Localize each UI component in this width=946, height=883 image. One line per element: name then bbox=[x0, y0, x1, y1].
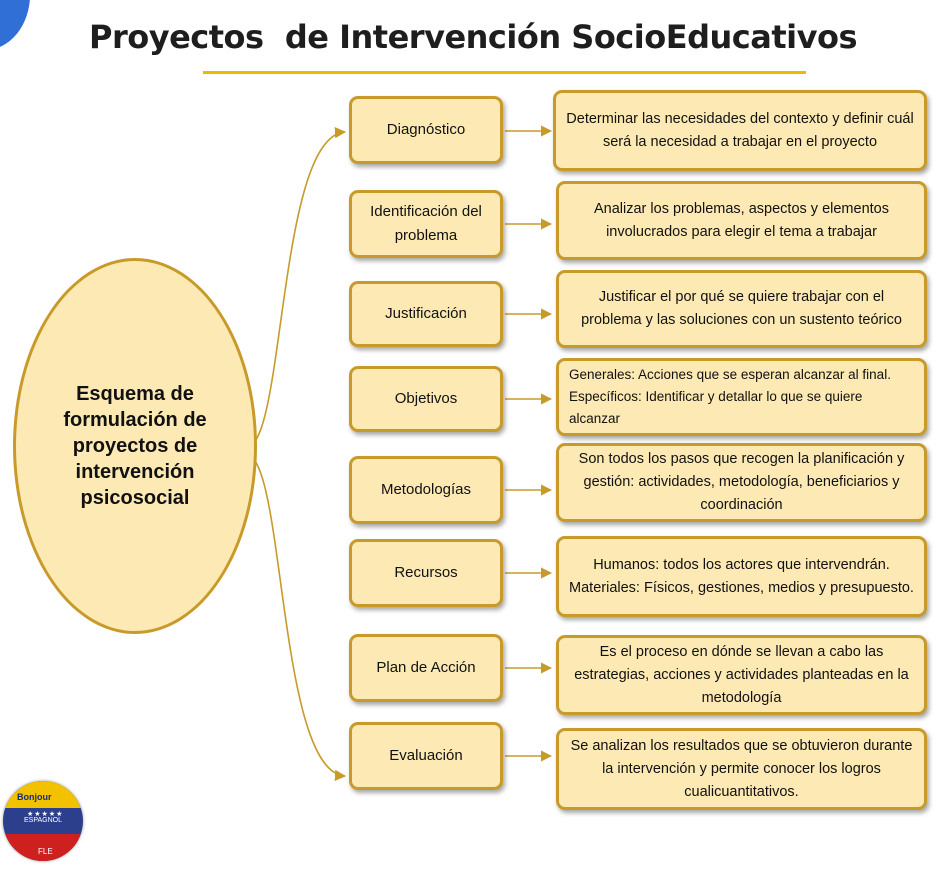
step-box-justificacion bbox=[349, 281, 503, 347]
description-box-metodologias bbox=[556, 443, 927, 522]
description-text: Son todos los pasos que recogen la planificación y gestión: actividades, metodología, beneficiarios y coordinación bbox=[578, 451, 905, 513]
description-box-diagnostico bbox=[553, 90, 927, 171]
bracket-lower-curve bbox=[247, 455, 345, 776]
logo-bottom-text: FLE bbox=[38, 847, 53, 856]
step-box-evaluacion bbox=[349, 722, 503, 790]
step-label: Objetivos bbox=[394, 390, 458, 407]
description-box-objetivos bbox=[556, 358, 927, 436]
description-text: Justificar el por qué se quiere trabajar con el problema y las soluciones con un sustento teórico bbox=[581, 289, 902, 328]
description-line-humanos: Humanos: todos los actores que intervendrán. bbox=[593, 556, 890, 573]
description-box-justificacion bbox=[556, 270, 927, 348]
logo-middle-text: ESPAGNOL bbox=[24, 817, 62, 824]
step-label: Plan de Acción bbox=[376, 659, 476, 676]
step-label: Evaluación bbox=[389, 747, 463, 764]
step-box-plan-accion bbox=[349, 634, 503, 702]
school-logo bbox=[3, 781, 83, 861]
step-box-metodologias bbox=[349, 456, 503, 524]
step-label: Metodologías bbox=[380, 481, 472, 498]
center-concept-label: Esquema de formulación de proyectos de intervención psicosocial bbox=[63, 383, 207, 509]
description-line-generales: Generales: Acciones que se esperan alcanzar al final. bbox=[569, 367, 891, 382]
description-text: Determinar las necesidades del contexto y definir cuál será la necesidad a trabajar en el proyecto bbox=[566, 110, 914, 150]
bracket-upper-curve bbox=[247, 132, 345, 447]
page-title: Proyectos de Intervención SocioEducativos bbox=[89, 18, 857, 56]
description-box-identificacion bbox=[556, 181, 927, 260]
description-line-materiales: Materiales: Físicos, gestiones, medios y presupuesto. bbox=[569, 579, 914, 596]
description-box-plan-accion bbox=[556, 635, 927, 715]
center-concept-ellipse bbox=[13, 258, 257, 634]
description-box-recursos bbox=[556, 536, 927, 617]
step-box-identificacion bbox=[349, 190, 503, 258]
description-text: Se analizan los resultados que se obtuvieron durante la intervención y permite conocer los logros cualicuantitativos. bbox=[570, 737, 913, 800]
step-label: Identificación del problema bbox=[370, 203, 482, 244]
step-label: Diagnóstico bbox=[386, 121, 466, 138]
step-box-recursos bbox=[349, 539, 503, 607]
description-box-evaluacion bbox=[556, 728, 927, 810]
description-text: Analizar los problemas, aspectos y elementos involucrados para elegir el tema a trabajar bbox=[594, 200, 889, 240]
description-text: Es el proceso en dónde se llevan a cabo las estrategias, acciones y actividades planteadas en la metodología bbox=[574, 643, 909, 706]
step-label: Recursos bbox=[394, 564, 458, 581]
description-line-especificos: Específicos: Identificar y detallar lo que se quiere alcanzar bbox=[569, 389, 863, 426]
step-box-diagnostico bbox=[349, 96, 503, 164]
logo-top-text: Bonjour bbox=[17, 792, 52, 802]
step-label: Justificación bbox=[385, 305, 467, 322]
step-box-objetivos bbox=[349, 366, 503, 432]
logo-stars: ★★★★★ bbox=[27, 811, 64, 818]
